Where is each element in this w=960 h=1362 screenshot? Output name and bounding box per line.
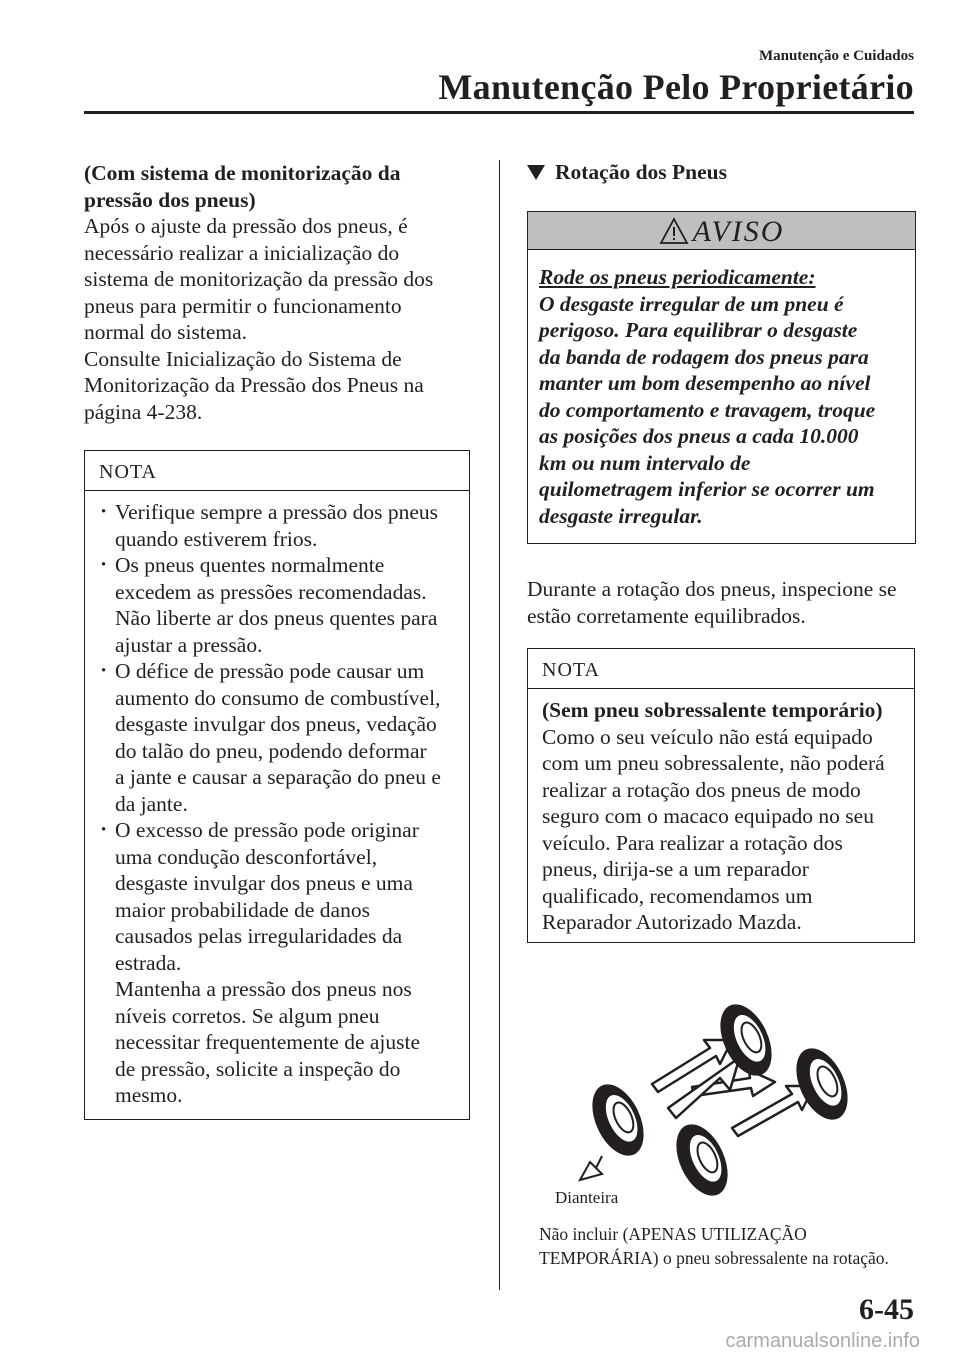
nota-line: pneus, dirija-se a um reparador	[542, 857, 809, 881]
tire-rotation-diagram	[560, 990, 900, 1200]
bullet-line: do talão do pneu, podendo deformar	[115, 738, 427, 763]
bullet-line: quando estiverem frios.	[115, 526, 318, 551]
bullet-line: causados pelas irregularidades da	[115, 924, 403, 948]
watermark: carmanualsonline.info	[725, 1330, 920, 1352]
body-line: necessário realizar a inicialização do	[84, 240, 400, 265]
nota-bullet	[99, 817, 457, 1109]
bullet-line: a jante e causar a separação do pneu e	[115, 765, 441, 789]
warning-line: as posições dos pneus a cada 10.000	[539, 424, 859, 448]
bullet-line: desgaste invulgar dos pneus e uma	[115, 871, 413, 895]
nota-line: Reparador Autorizado Mazda.	[542, 910, 802, 934]
warning-line: manter um bom desempenho ao nível	[539, 371, 871, 395]
arrow-icon	[668, 1056, 740, 1118]
bullet-line: · Os pneus quentes normalmente	[115, 553, 385, 577]
body-line: sistema de monitorização da pressão dos	[84, 267, 434, 291]
subtitle-line: pressão dos pneus)	[84, 187, 256, 212]
warning-body	[528, 250, 915, 539]
nota-line: Como o seu veículo não está equipado	[542, 724, 873, 749]
body-line: Monitorização da Pressão dos Pneus na	[84, 373, 424, 397]
bullet-line: estrada.	[115, 950, 182, 975]
nota-line: com um pneu sobressalente, não poderá	[542, 751, 885, 775]
bullet-line: de pressão, solicite a inspeção do	[115, 1056, 401, 1081]
triangle-marker-icon	[527, 165, 545, 180]
warning-line: quilometragem inferior se ocorrer um	[539, 477, 875, 501]
nota-line: realizar a rotação dos pneus de modo	[542, 777, 861, 802]
warning-box	[527, 211, 916, 544]
bullet-line: desgaste invulgar dos pneus, vedação	[115, 712, 437, 736]
warning-line: km ou num intervalo de	[539, 450, 751, 475]
bullet-line: ajustar a pressão.	[115, 632, 263, 657]
nota-line: qualificado, recomendamos um	[542, 883, 813, 908]
bullet-line: níveis corretos. Se algum pneu	[115, 1003, 380, 1028]
warning-line: da banda de rodagem dos pneus para	[539, 344, 869, 369]
body-line: página 4-238.	[84, 399, 203, 424]
nota-bullet	[99, 658, 457, 817]
bullet-line: Não liberte ar dos pneus quentes para	[115, 606, 438, 630]
front-label: Dianteira	[555, 1188, 619, 1207]
rotation-paragraph	[527, 576, 927, 629]
left-column	[84, 160, 474, 425]
nota-box-right	[527, 648, 915, 943]
bullet-line: · O excesso de pressão pode originar	[115, 818, 419, 842]
bullet-line: mesmo.	[115, 1083, 183, 1107]
figure-caption	[539, 1222, 919, 1270]
page-title: Manutenção Pelo Proprietário	[438, 67, 914, 107]
warning-heading: AVISO	[692, 215, 785, 248]
warning-line: desgaste irregular.	[539, 503, 703, 528]
body-line: normal do sistema.	[84, 320, 248, 344]
column-divider	[499, 160, 500, 1290]
bullet-line: necessitar frequentemente de ajuste	[115, 1030, 421, 1054]
page-number: 6-45	[859, 1293, 914, 1326]
nota-bullet	[99, 499, 457, 552]
warning-header	[528, 212, 915, 250]
body-line: Durante a rotação dos pneus, inspecione se	[527, 577, 897, 601]
nota-bullet	[99, 552, 457, 658]
section-heading	[527, 160, 727, 185]
tire-icon	[666, 1116, 738, 1200]
bullet-line: da jante.	[115, 791, 188, 816]
warning-lead: Rode os pneus periodicamente:	[539, 265, 816, 289]
nota-line: veículo. Para realizar a rotação dos	[542, 830, 843, 855]
body-line: Após o ajuste da pressão dos pneus, é	[84, 214, 408, 238]
nota-box-left	[84, 450, 470, 1120]
warning-line: O desgaste irregular de um pneu é	[539, 291, 844, 316]
bullet-line: uma condução desconfortável,	[115, 844, 378, 869]
nota-heading: NOTA	[85, 451, 469, 491]
tire-icon	[582, 1076, 654, 1163]
bullet-line: excedem as pressões recomendadas.	[115, 579, 427, 604]
caption-line: TEMPORÁRIA) o pneu sobressalente na rotação.	[539, 1248, 889, 1268]
nota-line: seguro com o macaco equipado no seu	[542, 804, 874, 828]
warning-line: perigoso. Para equilibrar o desgaste	[539, 318, 858, 342]
chapter-label: Manutenção e Cuidados	[758, 48, 914, 64]
bullet-line: · O défice de pressão pode causar um	[115, 659, 425, 683]
warning-triangle-icon	[659, 217, 689, 245]
nota-heading: NOTA	[528, 649, 914, 689]
tire-icon	[786, 1040, 858, 1127]
section-heading-text: Rotação dos Pneus	[555, 160, 728, 184]
caption-line: Não incluir (APENAS UTILIZAÇÃO	[539, 1224, 807, 1244]
bullet-line: maior probabilidade de danos	[115, 897, 370, 922]
bullet-line: · Verifique sempre a pressão dos pneus	[115, 500, 439, 524]
bullet-line: Mantenha a pressão dos pneus nos	[115, 977, 412, 1001]
body-line: Consulte Inicialização do Sistema de	[84, 346, 402, 371]
arrow-icon	[732, 1086, 814, 1136]
subtitle-line: (Com sistema de monitorização da	[84, 161, 401, 185]
header-rule	[84, 111, 914, 114]
nota-subheading: (Sem pneu sobressalente temporário)	[542, 698, 883, 722]
bullet-line: aumento do consumo de combustível,	[115, 685, 441, 710]
front-arrow-icon	[580, 1156, 602, 1180]
body-line: pneus para permitir o funcionamento	[84, 293, 402, 318]
warning-line: do comportamento e travagem, troque	[539, 397, 876, 422]
body-line: estão corretamente equilibrados.	[527, 603, 806, 628]
